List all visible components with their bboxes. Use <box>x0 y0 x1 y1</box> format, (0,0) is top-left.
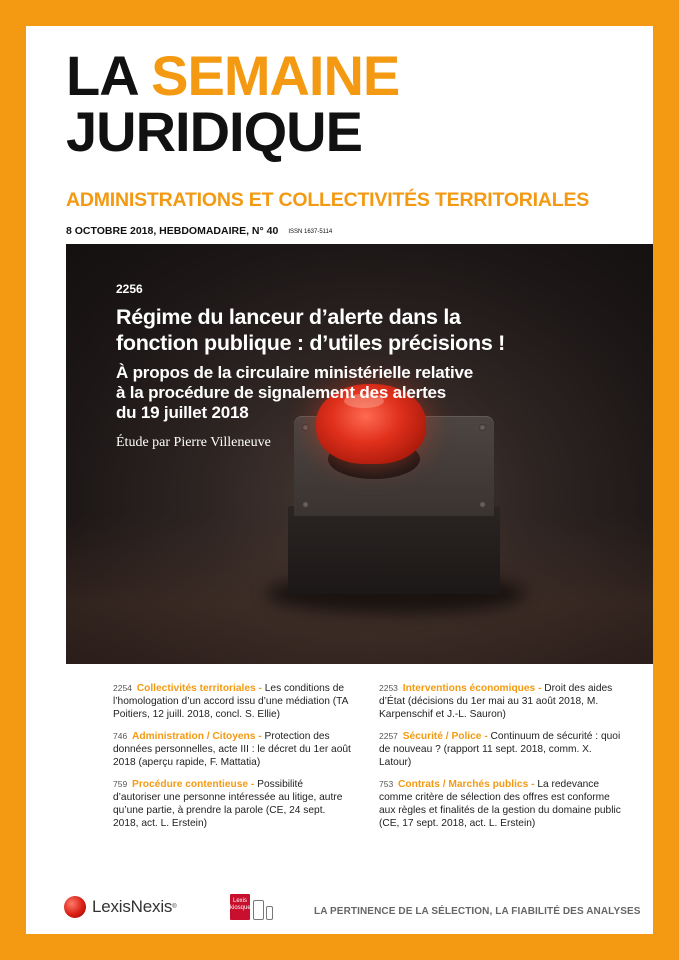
item-separator: - <box>535 683 545 694</box>
feature-text <box>116 282 636 451</box>
item-separator: - <box>255 731 265 742</box>
tagline: LA PERTINENCE DE LA SÉLECTION, LA FIABILITÉ DES ANALYSES <box>314 906 641 917</box>
item-number: 2254 <box>113 683 132 693</box>
tablet-icon <box>253 900 264 920</box>
item-number: 2253 <box>379 683 398 693</box>
item-separator: - <box>248 779 258 790</box>
cover-page <box>26 26 653 934</box>
feature-number: 2256 <box>116 282 143 296</box>
publisher-name: LexisNexis <box>92 897 173 916</box>
feature-title-line-2: fonction publique : d’utiles précisions ! <box>116 331 506 355</box>
item-number: 759 <box>113 779 128 789</box>
feature-subtitle-line-3: du 19 juillet 2018 <box>116 403 249 422</box>
item-separator: - <box>481 731 491 742</box>
contents-item[interactable] <box>113 682 353 721</box>
feature-title <box>116 304 636 356</box>
feature-subtitle <box>116 363 636 423</box>
item-number: 753 <box>379 779 394 789</box>
item-category: Contrats / Marchés publics <box>398 779 529 790</box>
kiosque-line-1: Lexis <box>232 898 247 904</box>
masthead-juridique: JURIDIQUE <box>66 100 362 163</box>
contents-item[interactable] <box>379 778 624 830</box>
item-text: Continuum de sécurité : quoi de nouveau ? (rapport 11 sept. 2018, comm. X. Latour) <box>379 731 621 768</box>
footer <box>26 888 653 928</box>
lexisnexis-logo-icon <box>64 896 86 918</box>
item-category: Collectivités territoriales <box>136 683 256 694</box>
masthead-line-1 <box>66 44 400 107</box>
kiosque-line-2: kiosque <box>230 905 251 911</box>
item-text: Droit des aides d’État (décisions du 1er mai au 31 août 2018, M. Karpenschif et J.-L. Sauron) <box>379 683 613 720</box>
feature-subtitle-line-2: à la procédure de signalement des alertes <box>116 383 447 402</box>
item-separator: - <box>528 779 538 790</box>
screw-icon <box>302 501 309 508</box>
issn: ISSN 1637-5114 <box>288 229 333 235</box>
screw-icon <box>479 501 486 508</box>
contents-right-column <box>379 682 624 839</box>
alarm-box-front <box>288 506 500 594</box>
kiosque-badge-icon <box>230 894 250 920</box>
item-category: Sécurité / Police <box>402 731 482 742</box>
item-text: La redevance comme critère de sélection des offres est conforme aux règles et finalités de la gestion du domaine public (CE, 17 sept. 2018, act. L. Erstein) <box>379 779 621 829</box>
feature-subtitle-line-1: À propos de la circulaire ministérielle relative <box>116 363 473 382</box>
contents-item[interactable] <box>379 682 624 721</box>
contents-left-column <box>113 682 353 839</box>
contents-item[interactable] <box>379 730 624 769</box>
phone-icon <box>266 906 273 920</box>
issue-line <box>66 225 332 237</box>
item-category: Administration / Citoyens <box>132 731 256 742</box>
item-separator: - <box>255 683 265 694</box>
feature-title-line-1: Régime du lanceur d’alerte dans la <box>116 305 461 329</box>
registered-mark: ® <box>172 904 177 910</box>
masthead-semaine: SEMAINE <box>151 44 400 107</box>
masthead-la: LA <box>66 44 152 107</box>
contents-item[interactable] <box>113 730 353 769</box>
feature-hero[interactable] <box>66 244 653 664</box>
item-text: Les conditions de l’homologation d’un accord issu d’une médiation (TA Poitiers, 12 juill. 2018, concl. S. Ellie) <box>113 683 348 720</box>
lexis-kiosque-logo[interactable] <box>230 894 273 920</box>
contents-item[interactable] <box>113 778 353 830</box>
item-text: Protection des données personnelles, acte III : le décret du 1er août 2018 (aperçu rapide, F. Mattatia) <box>113 731 351 768</box>
item-text: Possibilité d’autoriser une personne intéressée au litige, autre qu’une partie, à prendre la parole (CE, 24 sept. 2018, act. L. Erstein) <box>113 779 343 829</box>
feature-author: Étude par Pierre Villeneuve <box>116 435 271 450</box>
item-category: Procédure contentieuse <box>132 779 249 790</box>
lexisnexis-logo[interactable] <box>64 896 177 918</box>
item-category: Interventions économiques <box>402 683 536 694</box>
item-number: 746 <box>113 731 128 741</box>
journal-subtitle: ADMINISTRATIONS ET COLLECTIVITÉS TERRITORIALES <box>66 189 590 211</box>
item-number: 2257 <box>379 731 398 741</box>
masthead <box>66 44 400 163</box>
issue-date: 8 OCTOBRE 2018, HEBDOMADAIRE, N° 40 <box>66 225 279 237</box>
